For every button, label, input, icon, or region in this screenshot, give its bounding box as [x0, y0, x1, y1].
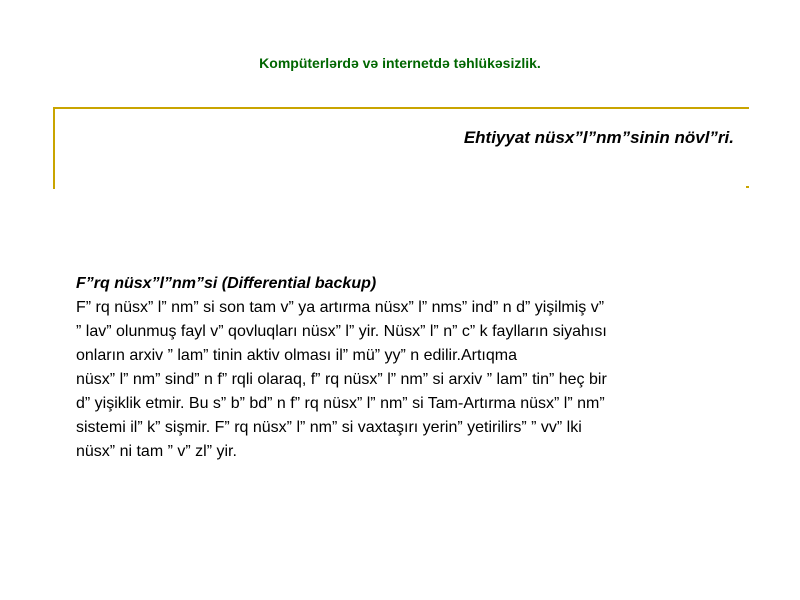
body-line: F” rq nüsx” l” nm” si son tam v” ya artırma nüsx” l” nms” ind” n d” yişilmiş v”	[76, 299, 605, 316]
body-line: onların arxiv ” lam” tinin aktiv olması il” mü” yy” n edilir.Artıqma	[76, 347, 517, 364]
frame-top-border	[53, 107, 749, 109]
section-heading: F”rq nüsx”l”nm”si (Differential backup)	[76, 275, 377, 292]
slide-title: Ehtiyyat nüsx”l”nm”sinin növl”ri.	[463, 128, 734, 147]
body-line: nüsx” ni tam ” v” zl” yir.	[76, 443, 237, 460]
body-line: d” yişiklik etmir. Bu s” b” bd” n f” rq nüsx” l” nm” si Tam-Artırma nüsx” l” nm”	[76, 395, 605, 412]
frame-left-border	[53, 107, 55, 189]
body-line: nüsx” l” nm” sind” n f” rqli olaraq, f” rq nüsx” l” nm” si arxiv ” lam” tin” heç bir	[76, 371, 607, 388]
body-line: ” lav” olunmuş fayl v” qovluqları nüsx” l” yir. Nüsx” l” n” c” k faylların siyahısı	[76, 323, 607, 340]
slide-body	[76, 272, 756, 464]
body-line: sistemi il” k” sişmir. F” rq nüsx” l” nm” si vaxtaşırı yerin” yetirilirs” ” vv” lki	[76, 419, 582, 436]
presentation-title: Kompüterlərdə və internetdə təhlükəsizlik.	[259, 55, 541, 71]
frame-corner-mark	[746, 186, 749, 188]
